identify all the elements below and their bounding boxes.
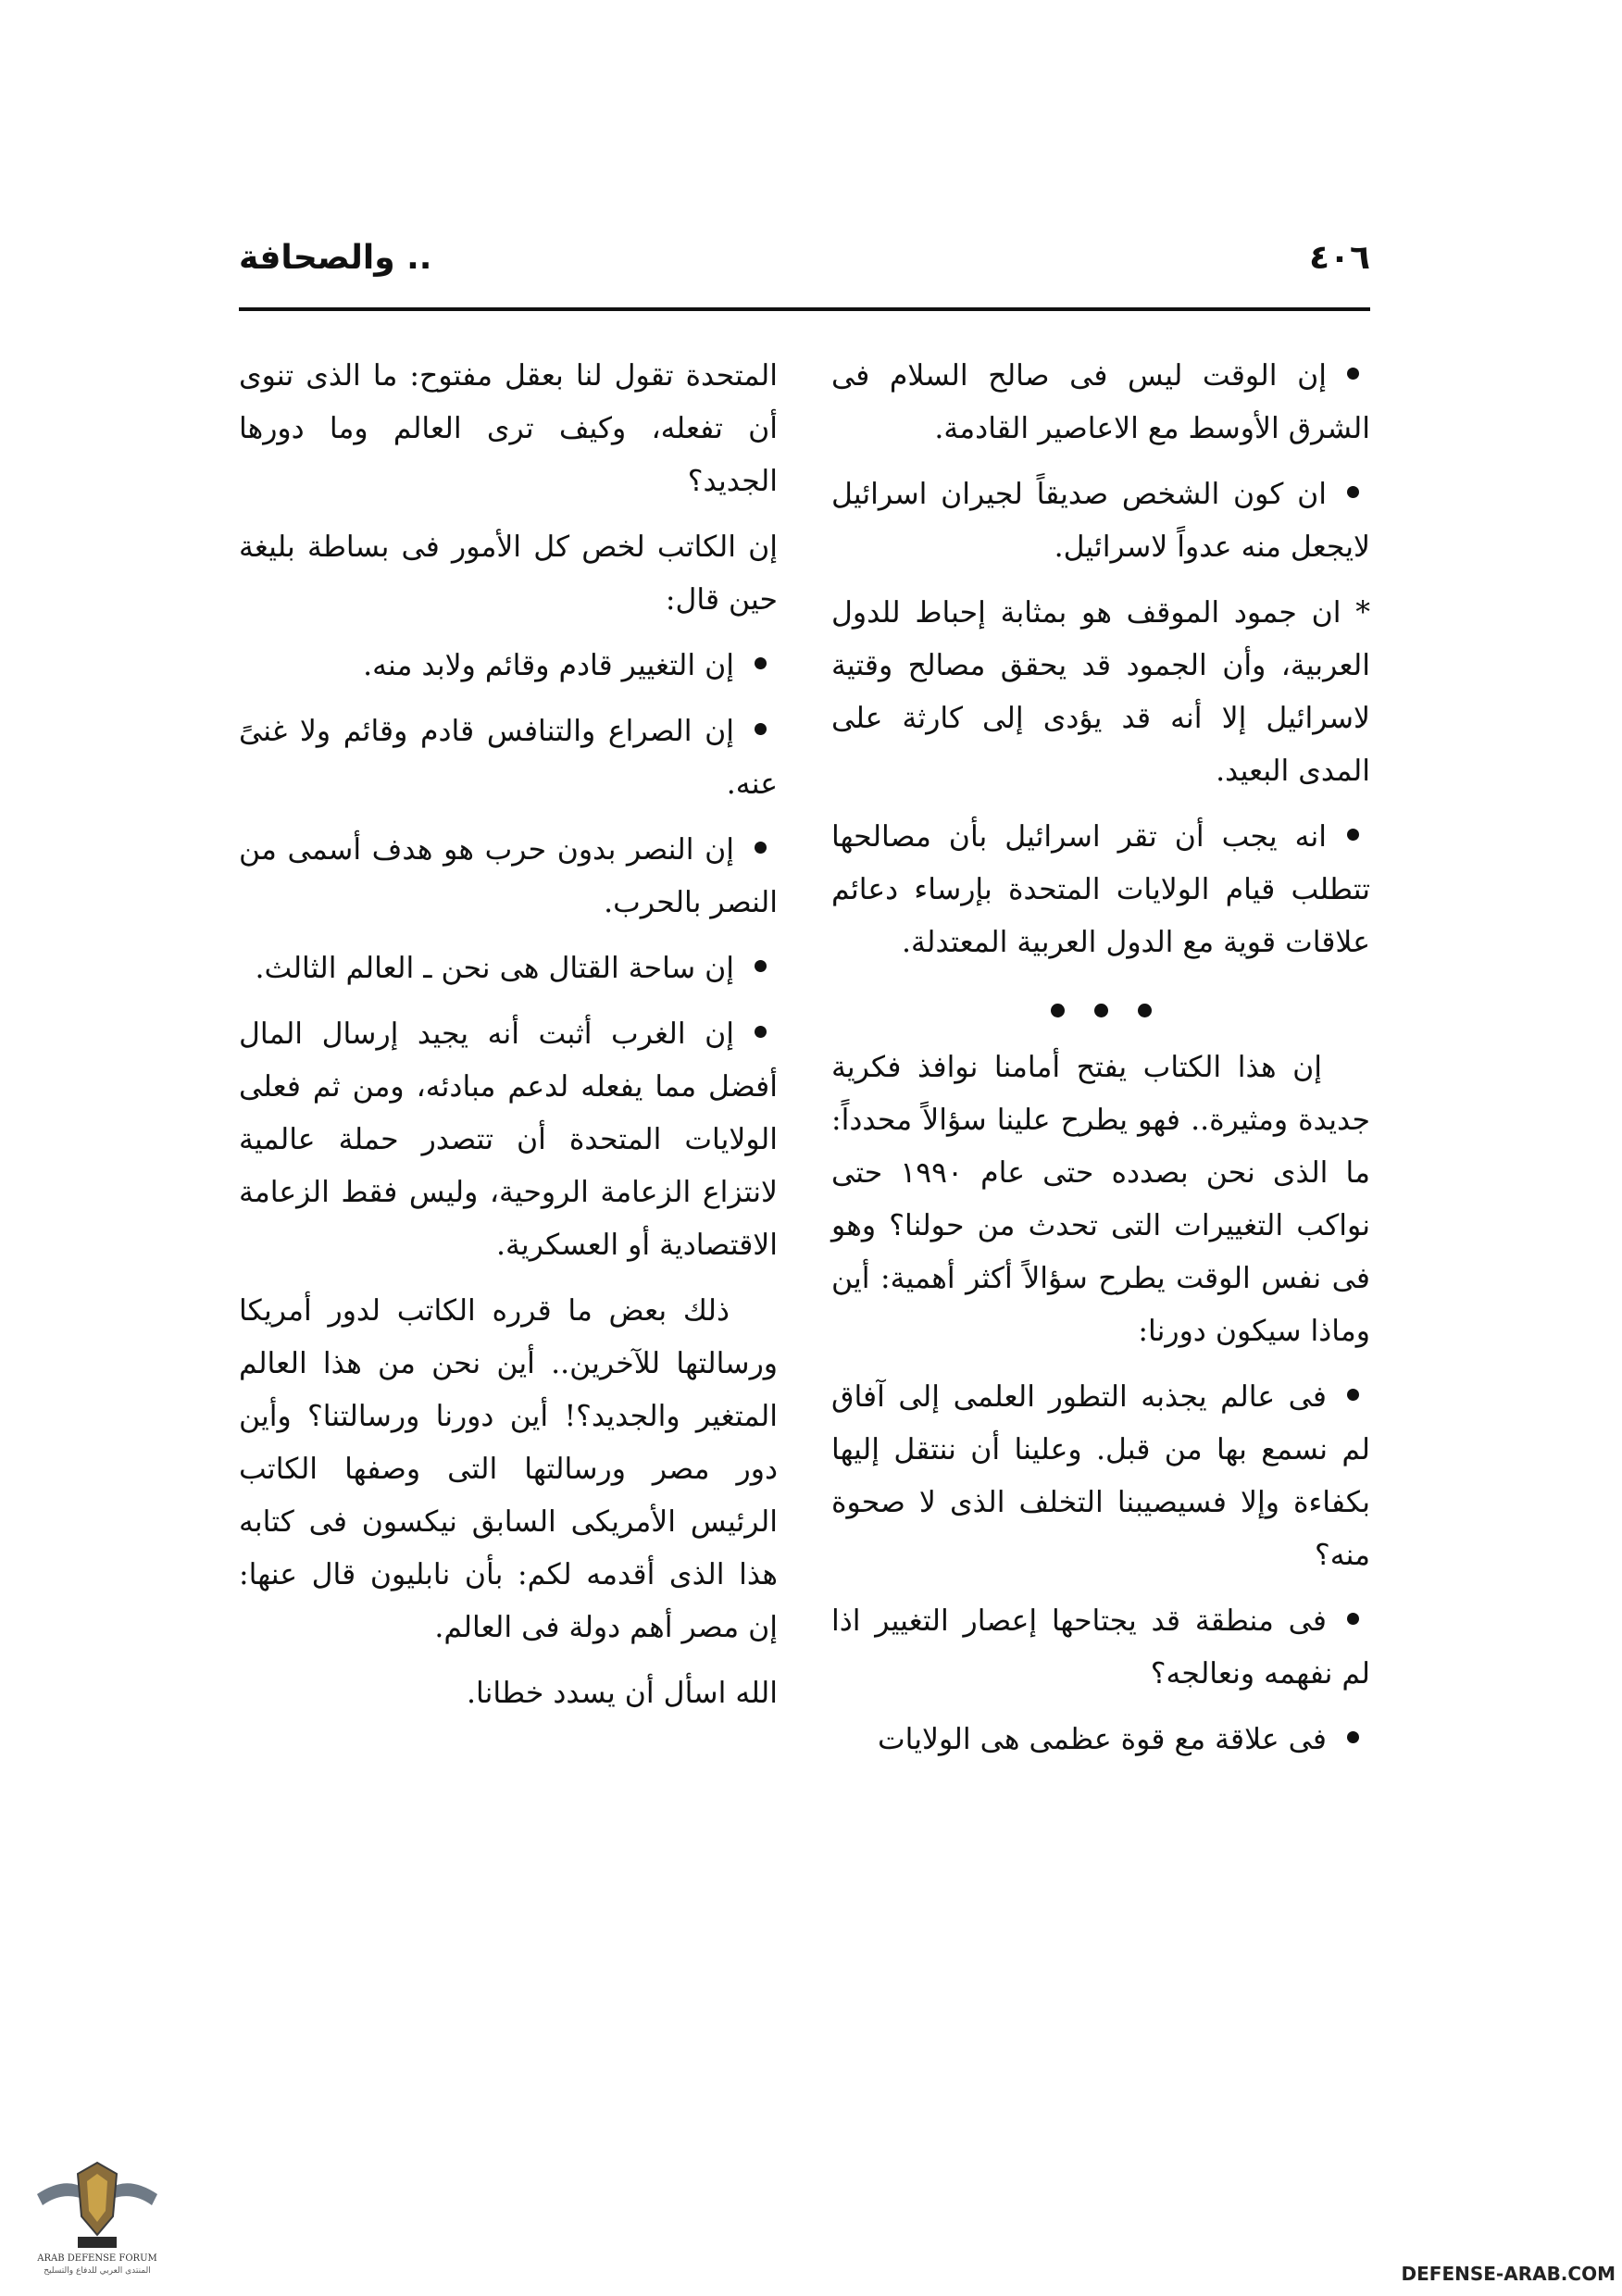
left-column	[239, 350, 778, 2109]
page-number: ٤٠٦	[1309, 239, 1370, 277]
bullet-item	[239, 942, 778, 995]
page-header	[239, 233, 1370, 311]
bullet-dot-icon	[1347, 829, 1359, 841]
bullet-text: فى عالم يجذبه التطور العلمى إلى آفاق لم نسمع بها من قبل. وعلينا أن ننتقل إليها بكفاءة وإلا فسيصيبنا التخلف الذى لا صحوة منه؟	[831, 1380, 1370, 1572]
bullet-dot-icon	[1347, 1389, 1359, 1401]
bullet-text: إن ساحة القتال هى نحن ـ العالم الثالث.	[255, 952, 734, 985]
bullet-text: إن الصراع والتنافس قادم وقائم ولا غنىً عنه.	[239, 715, 778, 801]
bullet-text: إن الوقت ليس فى صالح السلام فى الشرق الأوسط مع الاعاصير القادمة.	[831, 359, 1370, 445]
bullet-text: إن التغيير قادم وقائم ولابد منه.	[363, 649, 734, 682]
bullet-dot-icon	[1347, 486, 1359, 498]
closing-paragraph: ذلك بعض ما قرره الكاتب لدور أمريكا ورسالتها للآخرين.. أين نحن من هذا العالم المتغير والجديد؟! أين دورنا ورسالتنا؟ وأين دور مصر ورسالتها التى وصفها الكاتب الرئيس الأمريكى السابق نيكسون فى كتابه هذا الذى أقدمه لكم: بأن نابليون قال عنها: إن مصر أهم دولة فى العالم.	[239, 1294, 778, 1644]
running-title: .. والصحافة	[239, 239, 432, 277]
forum-logo	[28, 2157, 167, 2287]
right-column	[831, 350, 1370, 2109]
logo-subtitle: المنتدى العربي للدفاع والتسليح	[44, 2266, 151, 2276]
bullet-text: انه يجب أن تقر اسرائيل بأن مصالحها تتطلب قيام الولايات المتحدة بإرساء دعائم علاقات قوية مع الدول العربية المعتدلة.	[831, 820, 1370, 959]
logo-title: ARAB DEFENSE FORUM	[37, 2253, 157, 2264]
bullet-item	[831, 811, 1370, 969]
bullet-dot-icon	[1347, 368, 1359, 380]
bullet-dot-icon	[1347, 1613, 1359, 1625]
bullet-text: فى منطقة قد يجتاحها إعصار التغيير اذا لم نفهمه ونعالجه؟	[831, 1604, 1370, 1691]
bullet-text: فى علاقة مع قوة عظمى هى الولايات	[878, 1723, 1327, 1756]
site-watermark: DEFENSE-ARAB.COM	[1401, 2263, 1616, 2285]
bullet-item	[239, 824, 778, 930]
bullet-item	[831, 1371, 1370, 1582]
bullet-dot-icon	[755, 842, 767, 854]
bullet-dot-icon	[755, 1026, 767, 1038]
prayer-line: الله اسأل أن يسدد خطانا.	[467, 1677, 778, 1710]
summary-paragraph: إن الكاتب لخص كل الأمور فى بساطة بليغة حين قال:	[239, 530, 778, 617]
divider-dot-icon	[1138, 1004, 1152, 1017]
bullet-item	[831, 1595, 1370, 1701]
intro-paragraph: إن هذا الكتاب يفتح أمامنا نوافذ فكرية جديدة ومثيرة.. فهو يطرح علينا سؤالاً محدداً: ما الذى نحن بصدده حتى عام ١٩٩٠ حتى نواكب التغييرات التى تحدث من حولنا؟ وهو فى نفس الوقت يطرح سؤالاً أكثر أهمية: أين وماذا سيكون دورنا:	[831, 1051, 1370, 1348]
divider-dot-icon	[1094, 1004, 1108, 1017]
bullet-item	[239, 1008, 778, 1272]
bullet-text: إن النصر بدون حرب هو هدف أسمى من النصر بالحرب.	[239, 833, 778, 919]
bullet-dot-icon	[755, 960, 767, 972]
bullet-text: إن الغرب أثبت أنه يجيد إرسال المال أفضل مما يفعله لدعم مبادئه، ومن ثم فعلى الولايات المتحدة أن تتصدر حملة عالمية لانتزاع الزعامة الروحية، وليس فقط الزعامة الاقتصادية أو العسكرية.	[239, 1017, 778, 1262]
bullet-item	[239, 705, 778, 811]
shield-wings-icon	[28, 2157, 167, 2253]
bullet-item	[239, 640, 778, 693]
continuation-paragraph: المتحدة تقول لنا بعقل مفتوح: ما الذى تنوى أن تفعله، وكيف ترى العالم وما دورها الجديد؟	[239, 359, 778, 498]
divider-dot-icon	[1051, 1004, 1065, 1017]
bullet-dot-icon	[755, 657, 767, 669]
bullet-dot-icon	[1347, 1731, 1359, 1743]
bullet-text: ان كون الشخص صديقاً لجيران اسرائيل لايجعل منه عدواً لاسرائيل.	[831, 478, 1370, 564]
section-divider	[831, 982, 1370, 1010]
bullet-item	[831, 350, 1370, 455]
bullet-item	[831, 1714, 1370, 1766]
bullet-dot-icon	[755, 723, 767, 735]
star-paragraph: * ان جمود الموقف هو بمثابة إحباط للدول العربية، وأن الجمود قد يحقق مصالح وقتية لاسرائيل إلا أنه قد يؤدى إلى كارثة على المدى البعيد.	[831, 596, 1370, 788]
bullet-item	[831, 468, 1370, 574]
